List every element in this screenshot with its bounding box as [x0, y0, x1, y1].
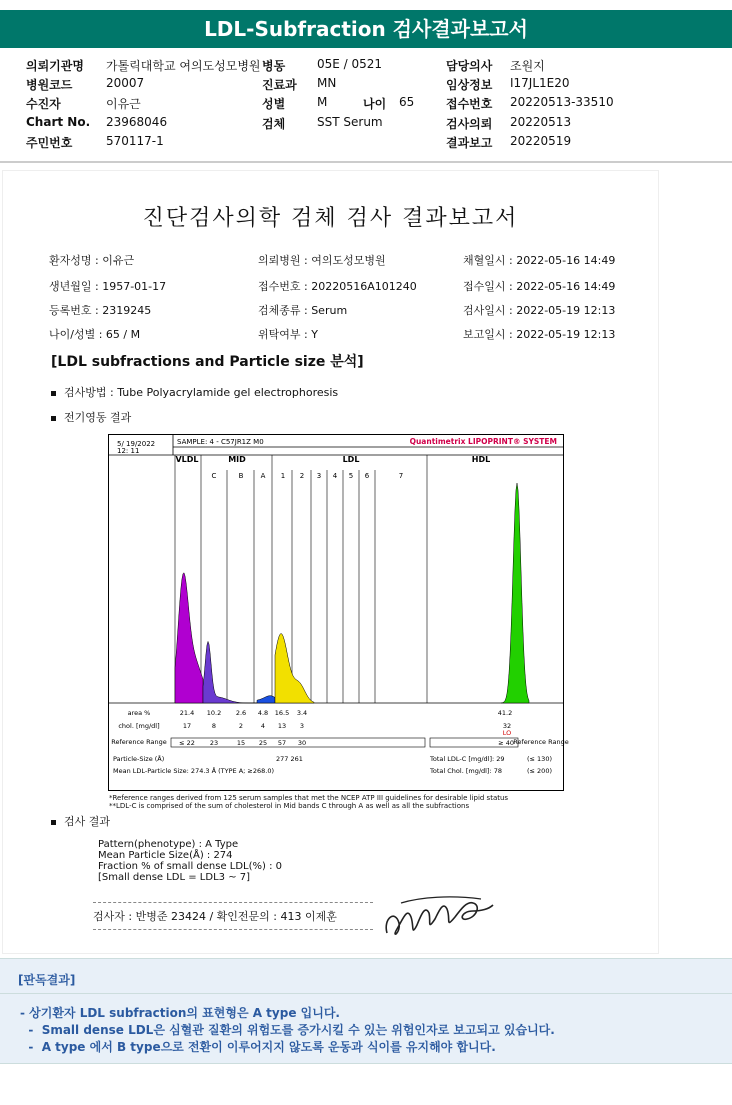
result-label: 검사 결과 [64, 815, 111, 828]
chol-ldl3: 3 [299, 722, 305, 730]
ref-c: 23 [209, 739, 219, 747]
band-label-c: C [211, 472, 217, 480]
area-ldl2: 16.5 [274, 709, 290, 717]
ldl1-peak [257, 696, 275, 703]
age-sex: 나이/성별 : 65 / M [49, 328, 141, 341]
signature-line-bottom [93, 929, 373, 930]
label-age: 나이 [363, 97, 387, 111]
patient-name: 환자성명 : 이유근 [49, 254, 135, 267]
collection-time: 채혈일시 : 2022-05-16 14:49 [463, 254, 616, 267]
value-department: MN [317, 76, 337, 90]
judgment-title: [판독결과] [18, 973, 76, 987]
label-specimen: 검체 [262, 117, 286, 131]
ref-b: 15 [236, 739, 246, 747]
band-label-5: 5 [348, 472, 354, 480]
area-vldl: 21.4 [179, 709, 195, 717]
ldl2-peak [275, 634, 314, 704]
chart-title: Quantimetrix LIPOPRINT® SYSTEM [409, 437, 557, 446]
band-label-a: A [260, 472, 266, 480]
label-clinical-info: 임상정보 [446, 78, 493, 92]
outsourcing: 위탁여부 : Y [258, 328, 318, 341]
receipt-number: 접수번호 : 20220516A101240 [258, 280, 417, 293]
particle-size-label: Particle-Size (Å) [113, 755, 165, 763]
ref-hdl: ≥ 40 [498, 739, 514, 747]
mid-peak [203, 641, 257, 703]
examiner-line: 검사자 : 반병준 23424 / 확인전문의 : 413 이제훈 [93, 910, 337, 923]
chol-b: 2 [238, 722, 244, 730]
band-label-7: 7 [398, 472, 404, 480]
signature-line-top [93, 902, 373, 903]
footnote-1: *Reference ranges derived from 125 serum samples that met the NCEP ATP III guidelines for desirable lipid status [109, 794, 509, 802]
electrophoresis-plot [109, 435, 569, 790]
row-label-chol: chol. [mg/dl] [118, 722, 160, 730]
total-ldl-c-ref: (≤ 130) [527, 755, 552, 763]
chart-time: 12: 11 [117, 447, 140, 455]
band-label-6: 6 [364, 472, 370, 480]
value-accession-no: 20220513-33510 [510, 95, 614, 109]
total-ldl-c: Total LDL-C [mg/dl]: 29 [430, 755, 505, 763]
bullet-icon [51, 416, 56, 421]
report-title-bar [0, 10, 732, 48]
chol-vldl: 17 [182, 722, 192, 730]
chol-hdl: 32 [502, 722, 512, 730]
value-ward: 05E / 0521 [317, 57, 383, 71]
area-hdl: 41.2 [497, 709, 513, 717]
result-line [51, 813, 110, 829]
ref-ldl2: 30 [297, 739, 307, 747]
group-label-vldl: VLDL [175, 455, 199, 464]
band-label-b: B [238, 472, 244, 480]
judgment-line-1: - 상기환자 LDL subfraction의 표현형은 A type 입니다. [20, 1006, 340, 1020]
report-document [2, 170, 659, 954]
value-report-date: 20220519 [510, 134, 572, 148]
value-resident-no: 570117-1 [106, 134, 164, 148]
header-info [0, 52, 732, 162]
value-clinical-info: I17JL1E20 [510, 76, 570, 90]
area-ldl1: 4.8 [257, 709, 269, 717]
label-hospital-code: 병원코드 [26, 78, 73, 92]
judgment-panel [0, 958, 732, 1064]
total-chol-ref: (≤ 200) [527, 767, 552, 775]
value-patient: 이유근 [106, 97, 141, 111]
ref-vldl: ≤ 22 [179, 739, 195, 747]
judgment-line-3: - A type 에서 B type으로 전환이 이루어지지 않도록 운동과 식이를 유지해야 합니다. [20, 1040, 496, 1054]
result-sdldl-fraction: Fraction % of small dense LDL(%) : 0 [98, 861, 283, 872]
value-hospital-code: 20007 [106, 76, 145, 90]
band-label-3: 3 [316, 472, 322, 480]
birth-date: 생년월일 : 1957-01-17 [49, 280, 167, 293]
specimen-type: 검체종류 : Serum [258, 304, 348, 317]
group-label-hdl: HDL [471, 455, 491, 464]
total-chol: Total Chol. [mg/dl]: 78 [430, 767, 502, 775]
document-title: 진단검사의학 검체 검사 결과보고서 [142, 206, 519, 231]
area-b: 2.6 [235, 709, 247, 717]
label-sex: 성별 [262, 97, 286, 111]
row-label-reference: Reference Range [111, 738, 167, 746]
row-label-reference-right: Reference Range [513, 738, 569, 746]
value-specimen: SST Serum [317, 115, 383, 129]
chol-c: 8 [211, 722, 217, 730]
judgment-divider [0, 993, 732, 994]
result-pattern: Pattern(phenotype) : A Type [98, 839, 239, 850]
result-sdldl-definition: [Small dense LDL = LDL3 ~ 7] [98, 872, 251, 883]
referring-hospital: 의뢰병원 : 여의도성모병원 [258, 254, 386, 267]
report-time: 보고일시 : 2022-05-19 12:13 [463, 328, 616, 341]
band-label-2: 2 [299, 472, 305, 480]
particle-size-values: 277 261 [276, 755, 303, 763]
registration-number: 등록번호 : 2319245 [49, 304, 152, 317]
chol-ldl2: 13 [277, 722, 287, 730]
label-report-date: 결과보고 [446, 136, 493, 150]
label-chart-no: Chart No. [26, 115, 91, 129]
ref-ldl1: 57 [277, 739, 287, 747]
value-age: 65 [399, 95, 415, 109]
header-separator [0, 161, 732, 163]
chart-sample: SAMPLE: 4 - C57JR1Z M0 [177, 438, 264, 446]
area-ldl3: 3.4 [296, 709, 308, 717]
label-request-date: 검사의뢰 [446, 117, 493, 131]
vldl-peak [175, 573, 203, 703]
test-time: 검사일시 : 2022-05-19 12:13 [463, 304, 616, 317]
electro-label: 전기영동 결과 [64, 411, 132, 424]
value-doctor: 조원지 [510, 59, 545, 73]
group-label-ldl: LDL [342, 455, 360, 464]
electro-line [51, 409, 131, 425]
signature-icon [381, 889, 496, 949]
footnote-2: **LDL-C is comprised of the sum of cholesterol in Mid bands C through A as well as all the subfractions [109, 802, 470, 810]
ref-a: 25 [258, 739, 268, 747]
group-label-mid: MID [228, 455, 246, 464]
hdl-peak [501, 483, 529, 703]
label-patient: 수진자 [26, 97, 61, 111]
value-sex: M [317, 95, 328, 109]
method-text: 검사방법 : Tube Polyacrylamide gel electrophoresis [64, 386, 339, 399]
value-chart-no: 23968046 [106, 115, 168, 129]
row-label-area: area % [127, 709, 151, 717]
mean-particle-size: Mean LDL-Particle Size: 274.3 Å (TYPE A; ≥268.0) [113, 767, 274, 775]
label-doctor: 담당의사 [446, 59, 493, 73]
judgment-line-2: - Small dense LDL은 심혈관 질환의 위험도를 증가시킬 수 있는 위험인자로 보고되고 있습니다. [20, 1023, 555, 1037]
report-title: LDL-Subfraction 검사결과보고서 [204, 17, 528, 41]
chart-date: 5/ 19/2022 [117, 440, 156, 448]
value-request-date: 20220513 [510, 115, 572, 129]
bullet-icon [51, 391, 56, 396]
analysis-section-title: [LDL subfractions and Particle size 분석] [51, 354, 364, 370]
result-mean-size: Mean Particle Size(Å) : 274 [98, 850, 233, 861]
hdl-low-flag: LO [502, 729, 512, 737]
band-label-4: 4 [332, 472, 338, 480]
label-ward: 병동 [262, 59, 286, 73]
label-resident-no: 주민번호 [26, 136, 73, 150]
label-department: 진료과 [262, 78, 297, 92]
method-line [51, 384, 338, 400]
label-requesting-institution: 의뢰기관명 [26, 59, 84, 73]
band-label-1: 1 [280, 472, 286, 480]
value-requesting-institution: 가톨릭대학교 여의도성모병원 [106, 59, 261, 73]
lipoprint-chart [108, 434, 569, 791]
area-c: 10.2 [206, 709, 222, 717]
receipt-time: 접수일시 : 2022-05-16 14:49 [463, 280, 616, 293]
chol-ldl1: 4 [260, 722, 266, 730]
label-accession-no: 접수번호 [446, 97, 493, 111]
bullet-icon [51, 820, 56, 825]
